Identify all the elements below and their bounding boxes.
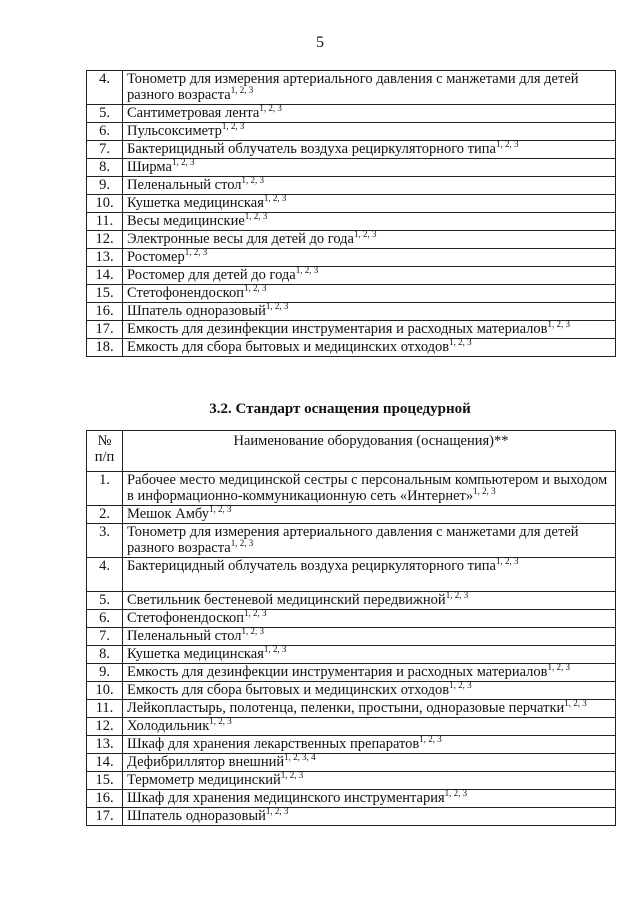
row-number: 7. [87,141,123,159]
equipment-name [123,231,616,249]
equipment-name [123,285,616,303]
equipment-name-text: Сантиметровая лента [127,105,260,121]
row-number: 11. [87,213,123,231]
row-number: 4. [87,71,123,105]
equipment-name-text: Стетофонендоскоп [127,285,244,301]
row-number: 11. [87,700,123,718]
row-number: 8. [87,646,123,664]
row-number: 4. [87,558,123,592]
row-number: 12. [87,718,123,736]
row-number: 14. [87,267,123,285]
table-row [87,790,616,808]
footnote-refs: 1, 2, 3 [265,806,289,816]
table-header-row [87,431,616,472]
row-number: 9. [87,177,123,195]
row-number: 14. [87,754,123,772]
row-number: 16. [87,790,123,808]
equipment-name-text: Ростомер для детей до года [127,267,296,283]
equipment-name-text: Электронные весы для детей до года [127,231,354,247]
equipment-name [123,123,616,141]
table-row [87,285,616,303]
footnote-refs: 1, 2, 3 [263,193,287,203]
table-row [87,123,616,141]
table-row [87,610,616,628]
row-number: 15. [87,772,123,790]
footnote-refs: 1, 2, 3 [473,486,496,496]
equipment-name-text: Тонометр для измерения артериального давления с манжетами для детей разного возраста [127,524,579,556]
row-number: 7. [87,628,123,646]
section-title: 3.2. Стандарт оснащения процедурной [209,401,471,417]
equipment-name-text: Шкаф для хранения медицинского инструментария [127,790,445,806]
equipment-name [123,628,616,646]
footnote-refs: 1, 2, 3 [495,556,519,566]
footnote-refs: 1, 2, 3 [221,121,245,131]
footnote-refs: 1, 2, 3, 4 [284,752,316,762]
table-row [87,321,616,339]
table-row [87,213,616,231]
equipment-name [123,524,616,558]
equipment-name-text: Бактерицидный облучатель воздуха рециркуляторного типа [127,558,496,574]
table-row [87,159,616,177]
equipment-name [123,141,616,159]
equipment-name-text: Пеленальный стол [127,177,242,193]
footnote-refs: 1, 2, 3 [259,103,282,113]
row-number: 2. [87,506,123,524]
table-row [87,506,616,524]
footnote-refs: 1, 2, 3 [547,319,571,329]
footnote-refs: 1, 2, 3 [444,788,468,798]
table-row [87,524,616,558]
row-number: 17. [87,808,123,826]
row-number: 13. [87,249,123,267]
page-number: 5 [316,34,324,51]
table-row [87,808,616,826]
procedure-room-equipment-table [86,430,616,826]
table-row [87,177,616,195]
equipment-name [123,700,616,718]
footnote-refs: 1, 2, 3 [244,211,268,221]
header-number: № п/п [87,431,123,472]
equipment-name [123,249,616,267]
equipment-name [123,790,616,808]
table-body [87,431,616,826]
equipment-name [123,592,616,610]
footnote-refs: 1, 2, 3 [353,229,377,239]
footnote-refs: 1, 2, 3 [419,734,442,744]
equipment-name-text: Емкость для дезинфекции инструментария и расходных материалов [127,664,548,680]
footnote-refs: 1, 2, 3 [263,644,287,654]
table-row [87,249,616,267]
table-row [87,558,616,592]
row-number: 5. [87,105,123,123]
footnote-refs: 1, 2, 3 [241,175,265,185]
table-row [87,71,616,105]
equipment-name [123,105,616,123]
footnote-refs: 1, 2, 3 [230,538,254,548]
table-row [87,736,616,754]
row-number: 16. [87,303,123,321]
equipment-name-text: Рабочее место медицинской сестры с персональным компьютером и выходом в информационно-коммуникационную сеть «Интернет» [127,472,608,504]
equipment-name [123,610,616,628]
equipment-name [123,303,616,321]
row-number: 10. [87,682,123,700]
table-row [87,303,616,321]
equipment-name [123,682,616,700]
footnote-refs: 1, 2, 3 [449,337,472,347]
footnote-refs: 1, 2, 3 [241,626,265,636]
header-name: Наименование оборудования (оснащения)** [123,431,616,472]
equipment-name-text: Ширма [127,159,172,175]
footnote-refs: 1, 2, 3 [280,770,304,780]
table-row [87,628,616,646]
equipment-name [123,664,616,682]
equipment-name [123,808,616,826]
footnote-refs: 1, 2, 3 [445,590,469,600]
table-row [87,141,616,159]
row-number: 17. [87,321,123,339]
equipment-name [123,472,616,506]
equipment-name [123,267,616,285]
footnote-refs: 1, 2, 3 [547,662,571,672]
equipment-name-text: Холодильник [127,718,210,734]
footnote-refs: 1, 2, 3 [564,698,587,708]
equipment-name-text: Ростомер [127,249,185,265]
equipment-name-text: Пеленальный стол [127,628,242,644]
footnote-refs: 1, 2, 3 [265,301,289,311]
equipment-name [123,213,616,231]
footnote-refs: 1, 2, 3 [295,265,319,275]
row-number: 13. [87,736,123,754]
equipment-name-text: Шкаф для хранения лекарственных препаратов [127,736,420,752]
footnote-refs: 1, 2, 3 [171,157,195,167]
equipment-table-continued [86,70,616,357]
equipment-name-text: Пульсоксиметр [127,123,222,139]
equipment-name [123,71,616,105]
equipment-name-text: Емкость для дезинфекции инструментария и расходных материалов [127,321,548,337]
equipment-name-text: Весы медицинские [127,213,245,229]
row-number: 18. [87,339,123,357]
table-row [87,664,616,682]
equipment-name-text: Мешок Амбу [127,506,209,522]
footnote-refs: 1, 2, 3 [208,504,232,514]
table-row [87,700,616,718]
equipment-name-text: Лейкопластырь, полотенца, пеленки, простыни, одноразовые перчатки [127,700,565,716]
equipment-name [123,736,616,754]
table-row [87,231,616,249]
equipment-name-text: Шпатель одноразовый [127,808,266,824]
table-row [87,682,616,700]
equipment-name-text: Дефибриллятор внешний [127,754,285,770]
equipment-name [123,718,616,736]
equipment-name [123,195,616,213]
table-row [87,718,616,736]
equipment-name [123,754,616,772]
table-row [87,472,616,506]
table-row [87,754,616,772]
row-number: 1. [87,472,123,506]
equipment-name [123,506,616,524]
row-number: 5. [87,592,123,610]
equipment-name-text: Кушетка медицинская [127,646,264,662]
table-row [87,772,616,790]
equipment-name-text: Стетофонендоскоп [127,610,244,626]
equipment-name-text: Бактерицидный облучатель воздуха рециркуляторного типа [127,141,496,157]
table-row [87,195,616,213]
equipment-name [123,772,616,790]
footnote-refs: 1, 2, 3 [209,716,232,726]
equipment-name [123,177,616,195]
row-number: 6. [87,610,123,628]
row-number: 9. [87,664,123,682]
footnote-refs: 1, 2, 3 [244,283,267,293]
row-number: 3. [87,524,123,558]
footnote-refs: 1, 2, 3 [230,85,254,95]
equipment-name-text: Термометр медицинский [127,772,281,788]
table-row [87,646,616,664]
equipment-name-text: Тонометр для измерения артериального давления с манжетами для детей разного возраста [127,71,579,103]
equipment-name-text: Емкость для сбора бытовых и медицинских отходов [127,339,450,355]
footnote-refs: 1, 2, 3 [449,680,472,690]
row-number: 12. [87,231,123,249]
table-body [87,71,616,357]
row-number: 10. [87,195,123,213]
table-row [87,105,616,123]
equipment-name-text: Светильник бестеневой медицинский передвижной [127,592,446,608]
footnote-refs: 1, 2, 3 [244,608,267,618]
table-row [87,339,616,357]
equipment-name [123,321,616,339]
equipment-name [123,159,616,177]
equipment-name-text: Шпатель одноразовый [127,303,266,319]
row-number: 6. [87,123,123,141]
equipment-name [123,646,616,664]
equipment-name-text: Кушетка медицинская [127,195,264,211]
table-row [87,592,616,610]
footnote-refs: 1, 2, 3 [184,247,208,257]
row-number: 8. [87,159,123,177]
equipment-name-text: Емкость для сбора бытовых и медицинских отходов [127,682,450,698]
table-row [87,267,616,285]
footnote-refs: 1, 2, 3 [495,139,519,149]
row-number: 15. [87,285,123,303]
equipment-name [123,339,616,357]
equipment-name [123,558,616,592]
